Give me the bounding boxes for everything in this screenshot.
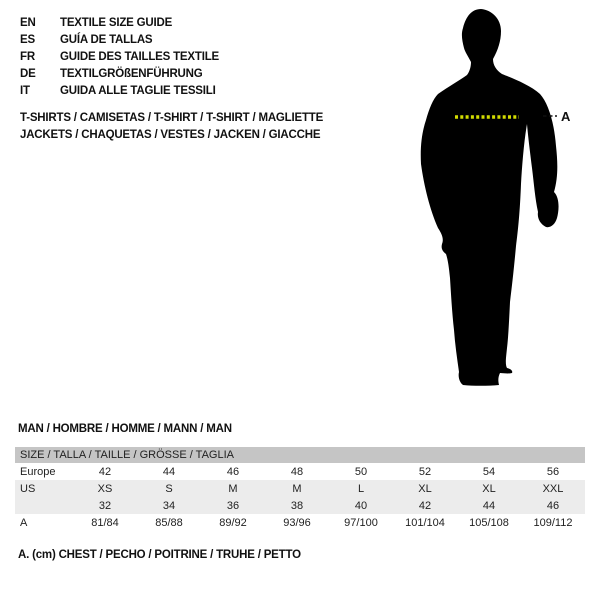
- language-row: [20, 15, 219, 32]
- size-cell: 101/104: [405, 516, 445, 529]
- size-cell: 40: [354, 499, 368, 512]
- size-cell: 48: [290, 465, 304, 478]
- size-cell: 32: [98, 499, 112, 512]
- size-cell: 52: [418, 465, 432, 478]
- row-label: US: [20, 482, 36, 495]
- row-label: A: [20, 516, 28, 529]
- language-code: IT: [20, 85, 30, 97]
- size-cell: 81/84: [91, 516, 119, 529]
- garment-categories: [20, 110, 323, 144]
- table-row-chest-a: [15, 514, 585, 531]
- language-title: TEXTILE SIZE GUIDE: [60, 17, 173, 29]
- table-row-us: [15, 480, 585, 497]
- size-cell: 89/92: [219, 516, 247, 529]
- size-cell: 97/100: [344, 516, 378, 529]
- size-cell: 46: [546, 499, 560, 512]
- language-title: GUIDA ALLE TAGLIE TESSILI: [60, 85, 216, 97]
- table-row-us-numeric: [15, 497, 585, 514]
- row-label: Europe: [20, 465, 56, 478]
- language-row: [20, 32, 219, 49]
- language-code: ES: [20, 34, 35, 46]
- language-list: [20, 15, 219, 100]
- size-table-header: SIZE / TALLA / TAILLE / GRÖSSE / TAGLIA: [15, 447, 585, 463]
- size-table: [15, 447, 585, 531]
- language-title: TEXTILGRÖßENFÜHRUNG: [60, 68, 203, 80]
- language-code: FR: [20, 51, 35, 63]
- size-cell: M: [292, 482, 302, 495]
- size-cell: 42: [418, 499, 432, 512]
- male-silhouette: [421, 9, 559, 386]
- size-cell: XL: [482, 482, 496, 495]
- size-cell: 44: [482, 499, 496, 512]
- table-row-europe: [15, 463, 585, 480]
- size-cell: 56: [546, 465, 560, 478]
- language-code: EN: [20, 17, 36, 29]
- section-title-man: MAN / HOMBRE / HOMME / MANN / MAN: [18, 423, 232, 435]
- size-cell: XXL: [542, 482, 564, 495]
- language-title: GUIDE DES TAILLES TEXTILE: [60, 51, 219, 63]
- size-cell: 34: [162, 499, 176, 512]
- language-row: [20, 66, 219, 83]
- measure-footnote: A. (cm) CHEST / PECHO / POITRINE / TRUHE / PETTO: [18, 549, 301, 561]
- size-cell: L: [357, 482, 365, 495]
- size-cell: 85/88: [155, 516, 183, 529]
- measure-label-a: A: [561, 109, 571, 124]
- size-cell: 50: [354, 465, 368, 478]
- size-cell: 36: [226, 499, 240, 512]
- male-silhouette-figure: [408, 6, 576, 390]
- language-row: [20, 49, 219, 66]
- size-cell: 109/112: [533, 516, 573, 529]
- size-cell: S: [165, 482, 173, 495]
- category-line-tshirts: T-SHIRTS / CAMISETAS / T-SHIRT / T-SHIRT / MAGLIETTE: [20, 112, 324, 124]
- size-cell: 46: [226, 465, 240, 478]
- size-cell: 38: [290, 499, 304, 512]
- size-cell: XS: [97, 482, 113, 495]
- size-cell: 105/108: [469, 516, 509, 529]
- size-cell: M: [228, 482, 238, 495]
- category-line-jackets: JACKETS / CHAQUETAS / VESTES / JACKEN / GIACCHE: [20, 129, 321, 141]
- size-cell: 42: [98, 465, 112, 478]
- language-code: DE: [20, 68, 36, 80]
- size-cell: 54: [482, 465, 496, 478]
- language-title: GUÍA DE TALLAS: [60, 34, 153, 46]
- size-cell: XL: [418, 482, 432, 495]
- language-row: [20, 83, 219, 100]
- size-cell: 44: [162, 465, 176, 478]
- size-cell: 93/96: [283, 516, 311, 529]
